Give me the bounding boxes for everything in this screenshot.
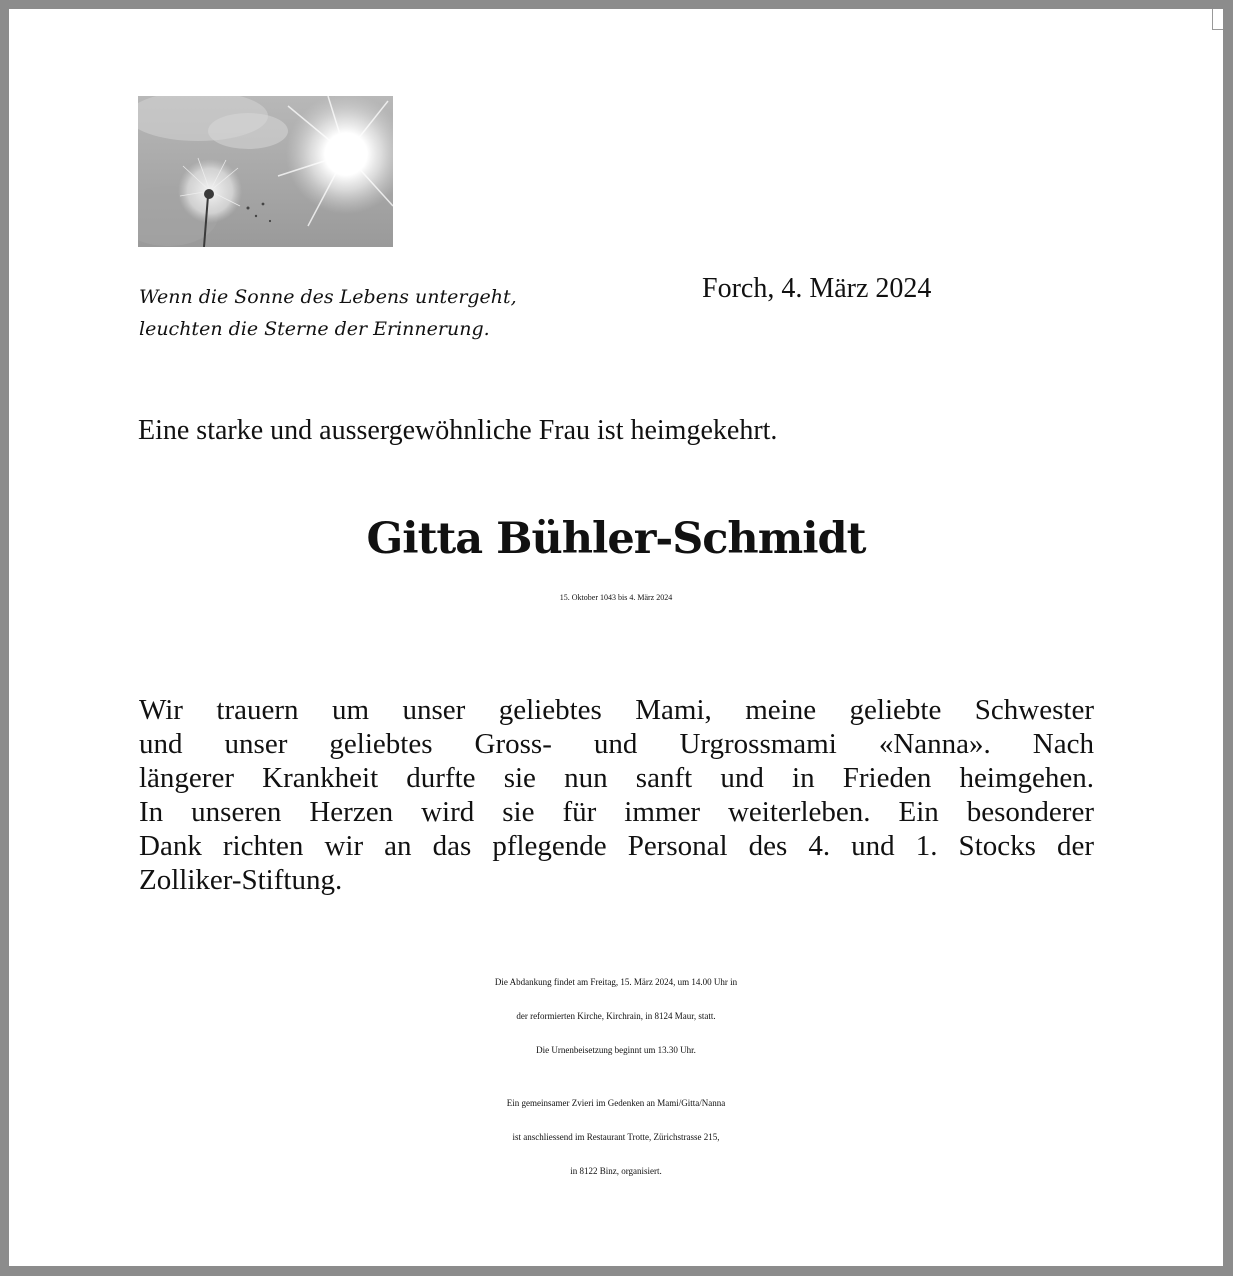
quote-line-1: Wenn die Sonne des Lebens untergeht,	[139, 286, 517, 308]
tribute-line: Dank richten wir an das pflegende Personal des 4. und 1. Stocks der	[139, 830, 1094, 862]
place-date: Forch, 4. März 2024	[702, 273, 932, 304]
intro-text: Eine starke und aussergewöhnliche Frau ist heimgekehrt.	[138, 415, 778, 446]
service-line: Die Abdankung findet am Freitag, 15. März 2024, um 14.00 Uhr in	[494, 977, 738, 987]
tribute-line: und unser geliebtes Gross- und Urgrossmami «Nanna». Nach	[139, 728, 1094, 760]
tribute-paragraph	[139, 693, 1094, 897]
service-info	[9, 965, 1223, 1067]
service-line: der reformierten Kirche, Kirchrain, in 8124 Maur, statt.	[516, 1011, 716, 1021]
page-corner-mark	[1212, 9, 1223, 30]
tribute-line: längerer Krankheit durfte sie nun sanft und in Frieden heimgehen.	[139, 762, 1094, 794]
tribute-line: Wir trauern um unser geliebtes Mami, meine geliebte Schwester	[139, 694, 1094, 726]
tribute-line: In unseren Herzen wird sie für immer weiterleben. Ein besonderer	[139, 796, 1094, 828]
service-line: Die Urnenbeisetzung beginnt um 13.30 Uhr.	[536, 1045, 696, 1055]
gathering-line: ist anschliessend im Restaurant Trotte, Zürichstrasse 215,	[512, 1132, 720, 1142]
dandelion-sun-photo	[138, 96, 393, 247]
gathering-line: Ein gemeinsamer Zvieri im Gedenken an Mami/Gitta/Nanna	[506, 1098, 726, 1108]
gathering-line: in 8122 Binz, organisiert.	[570, 1166, 662, 1176]
quote-line-2: leuchten die Sterne der Erinnerung.	[139, 318, 490, 340]
gathering-info	[9, 1086, 1223, 1188]
memorial-quote	[139, 281, 517, 345]
deceased-name: Gitta Bühler-Schmidt	[366, 514, 866, 564]
tribute-line: Zolliker-Stiftung.	[139, 864, 343, 896]
obituary-page	[9, 9, 1223, 1266]
lifespan-dates: 15. Oktober 1043 bis 4. März 2024	[559, 593, 673, 602]
